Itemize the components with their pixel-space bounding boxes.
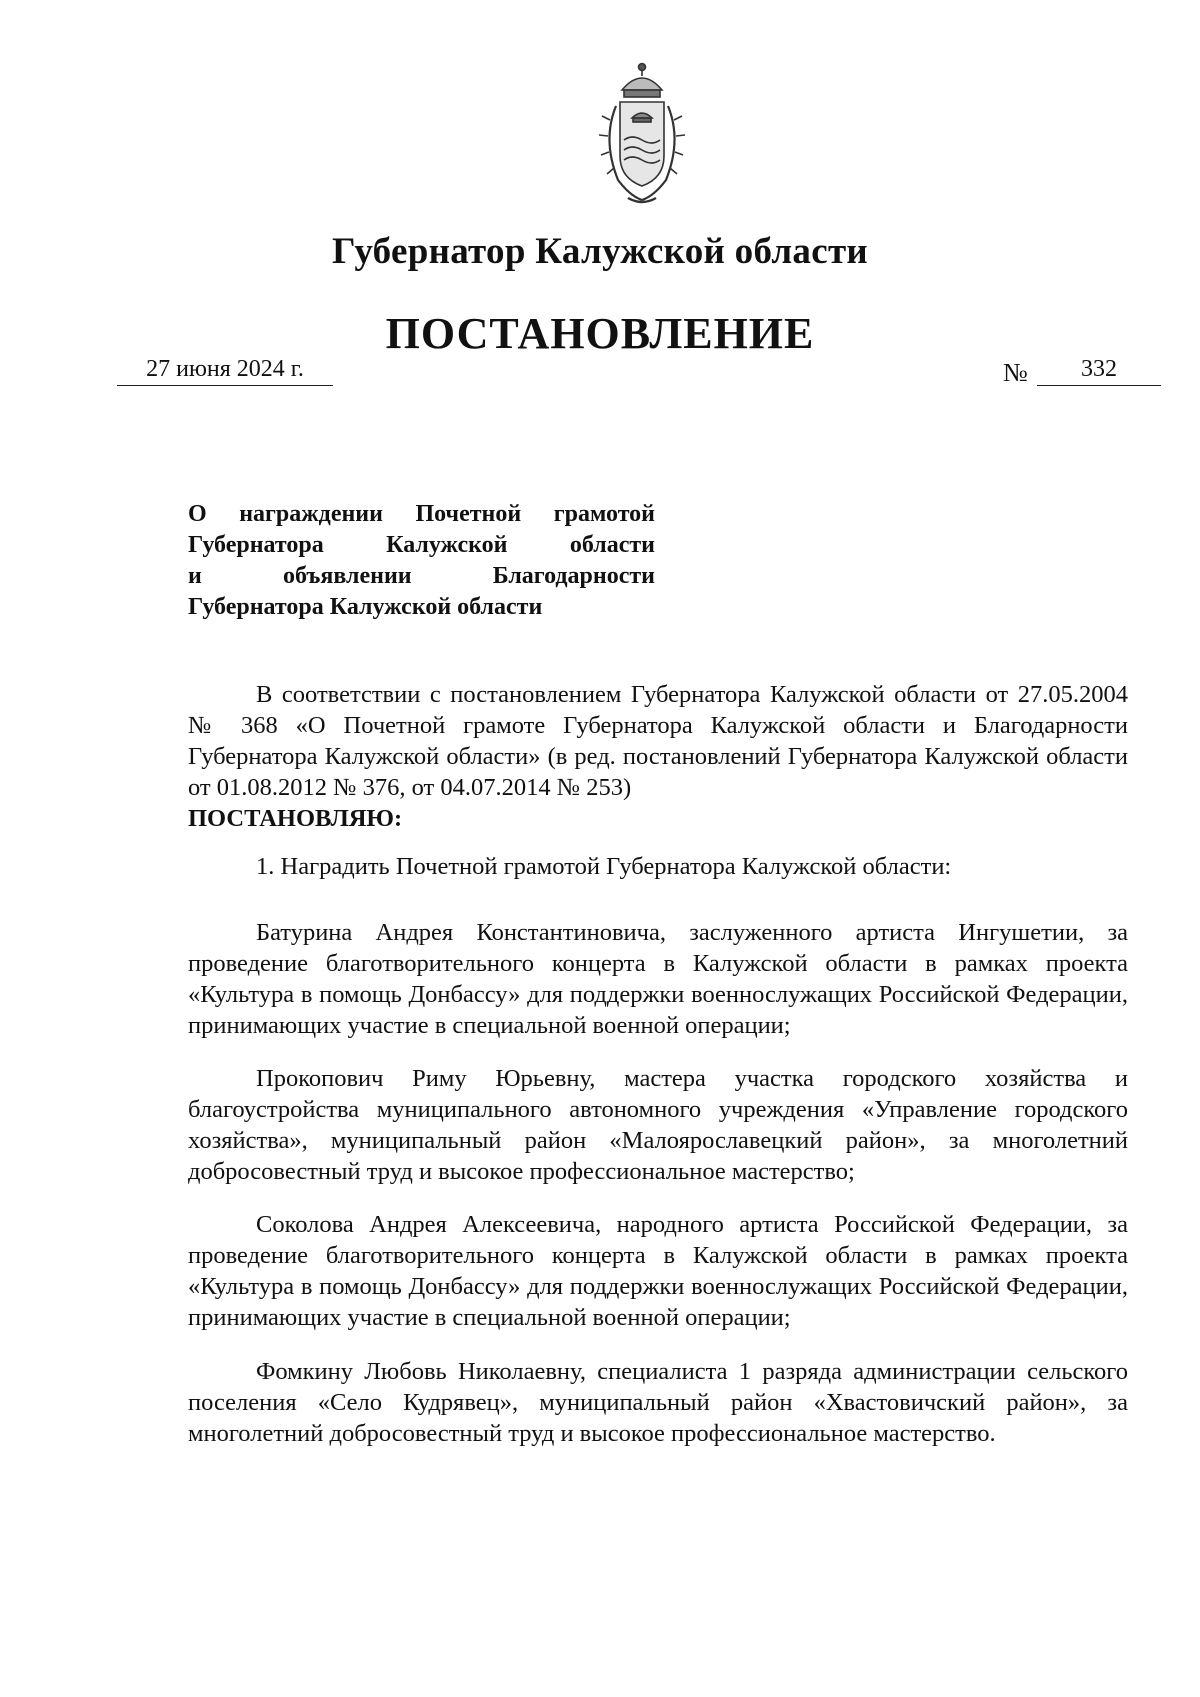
- document-date: 27 июня 2024 г.: [117, 356, 333, 386]
- awardee-paragraph: [188, 1356, 1128, 1449]
- awardee-paragraph: [188, 1209, 1128, 1333]
- coat-of-arms-emblem: [588, 60, 696, 208]
- document-number: 332: [1037, 356, 1161, 386]
- document-number-block: [1003, 356, 1161, 390]
- subject-line: Губернатора Калужской области: [188, 532, 655, 558]
- item-paragraph: [188, 851, 1128, 882]
- document-subject: [188, 499, 655, 623]
- document-type: ПОСТАНОВЛЕНИЕ: [385, 309, 815, 358]
- preamble-paragraph: [188, 679, 1128, 834]
- subject-line: и объявлении Благодарности: [188, 563, 655, 589]
- subject-line: Губернатора Калужской области: [188, 594, 543, 620]
- awardee-paragraph: [188, 917, 1128, 1041]
- awardee-paragraph: [188, 1063, 1128, 1187]
- issuer-title: Губернатор Калужской области: [331, 231, 869, 272]
- awardee-text: Батурина Андрея Константиновича, заслуженного артиста Ингушетии, за проведение благотворительного концерта в Калужской области в рамках проекта «Культура в помощь Донбассу» для поддержки военнослужащих Российской Федерации, принимающих участие в специальной военной операции;: [188, 919, 1128, 1039]
- subject-line: О награждении Почетной грамотой: [188, 501, 655, 527]
- awardee-text: Прокопович Риму Юрьевну, мастера участка городского хозяйства и благоустройства муниципального автономного учреждения «Управление городского хозяйства», муниципальный район «Малоярославецкий район», за многолетний добросовестный труд и высокое профессиональное мастерство;: [188, 1065, 1128, 1185]
- preamble-text: В соответствии с постановлением Губернатора Калужской области от 27.05.2004 № 368 «О Почетной грамоте Губернатора Калужской области и Благодарности Губернатора Калужской области» (в ред. постановлений Губернатора Калужской области от 01.08.2012 № 376, от 04.07.2014 № 253): [188, 681, 1128, 801]
- number-sign: №: [1003, 358, 1028, 387]
- item-1-text: 1. Наградить Почетной грамотой Губернатора Калужской области:: [256, 853, 952, 880]
- awardee-text: Фомкину Любовь Николаевну, специалиста 1 разряда администрации сельского поселения «Село Кудрявец», муниципальный район «Хвастовичский район», за многолетний добросовестный труд и высокое профессиональное мастерство.: [188, 1358, 1128, 1447]
- awardee-text: Соколова Андрея Алексеевича, народного артиста Российской Федерации, за проведение благотворительного концерта в Калужской области в рамках проекта «Культура в помощь Донбассу» для поддержки военнослужащих Российской Федерации, принимающих участие в специальной военной операции;: [188, 1211, 1128, 1331]
- resolve-heading: ПОСТАНОВЛЯЮ:: [188, 805, 403, 832]
